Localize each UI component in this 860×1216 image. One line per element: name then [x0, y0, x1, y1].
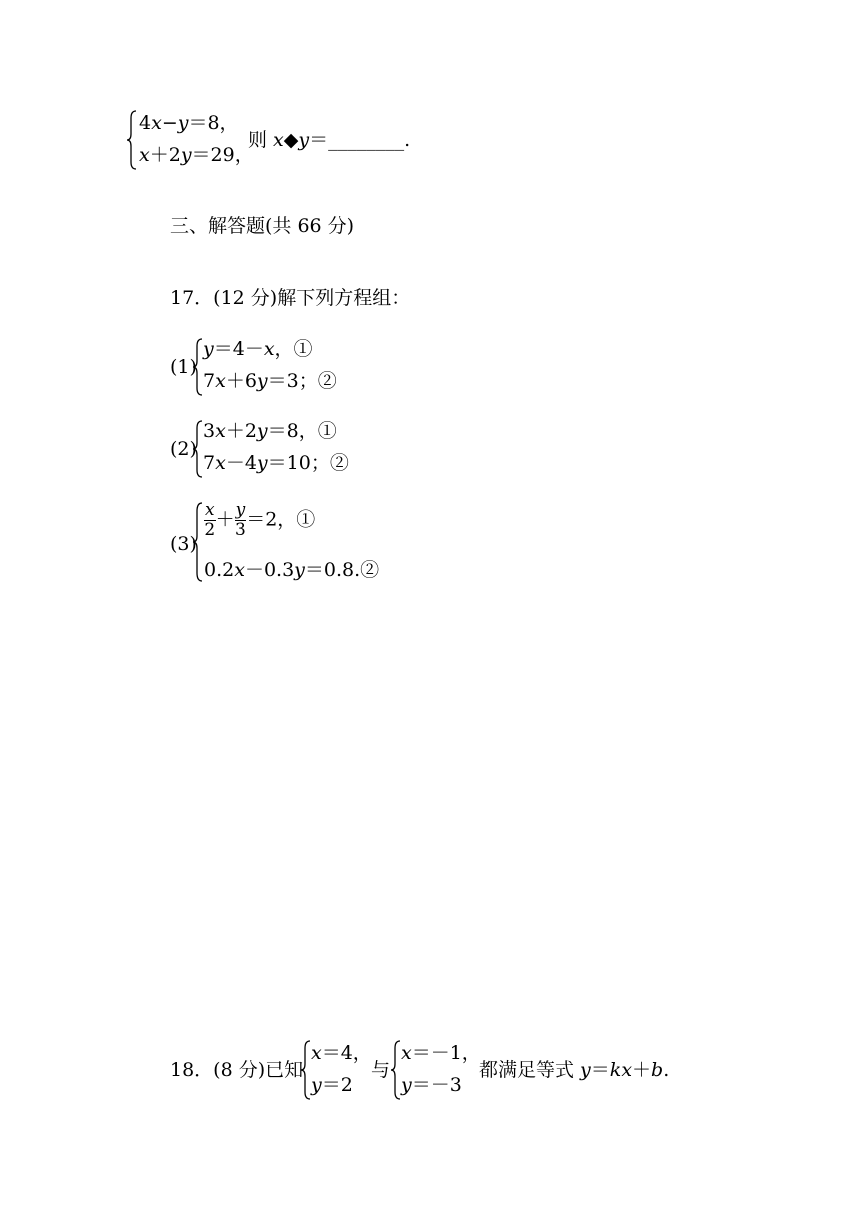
q17-part-1	[170, 336, 370, 396]
equation-line: 7x＋6y＝3；②	[203, 370, 337, 392]
equation-line: 3x＋2y＝8，①	[203, 420, 337, 442]
equation-line: 4x−y＝8，	[139, 112, 239, 134]
blank-question: 则 x◆y＝________.	[248, 129, 411, 151]
question-18	[170, 1038, 770, 1102]
conjunction: 与	[371, 1059, 391, 1081]
solution-line: x＝－1，	[401, 1042, 481, 1064]
part-label: (2)	[170, 438, 197, 460]
fraction: $\frac{y}{3}$	[235, 500, 246, 540]
q17-part-3	[170, 500, 390, 584]
fraction: $\frac{x}{2}$	[204, 500, 216, 540]
left-brace-icon	[126, 110, 138, 170]
equation-condition: 都满足等式 y＝kx＋b.	[479, 1059, 670, 1081]
solution-line: y＝2	[311, 1074, 353, 1096]
equation-line: 7x－4y＝10；②	[203, 452, 349, 474]
question-18-stem: 18．(8 分)已知	[170, 1059, 304, 1081]
equation-line: y＝4－x，①	[203, 338, 313, 360]
part-label: (1)	[170, 356, 197, 378]
equation-line: x＋2y＝29，	[139, 144, 254, 166]
solution-line: x＝4，	[311, 1042, 372, 1064]
top-system	[126, 108, 426, 172]
section-title: 三、解答题(共 66 分)	[170, 215, 355, 237]
equation-line: 0.2x－0.3y＝0.8.②	[204, 559, 380, 581]
question-17-stem: 17．(12 分)解下列方程组：	[170, 287, 411, 309]
left-brace-icon	[192, 502, 204, 582]
part-label: (3)	[170, 533, 197, 555]
q17-part-2	[170, 418, 370, 478]
equation-line: $\frac{x}{2}$ ＋ $\frac{y}{3}$ ＝2，①	[204, 500, 316, 540]
solution-line: y＝－3	[401, 1074, 462, 1096]
